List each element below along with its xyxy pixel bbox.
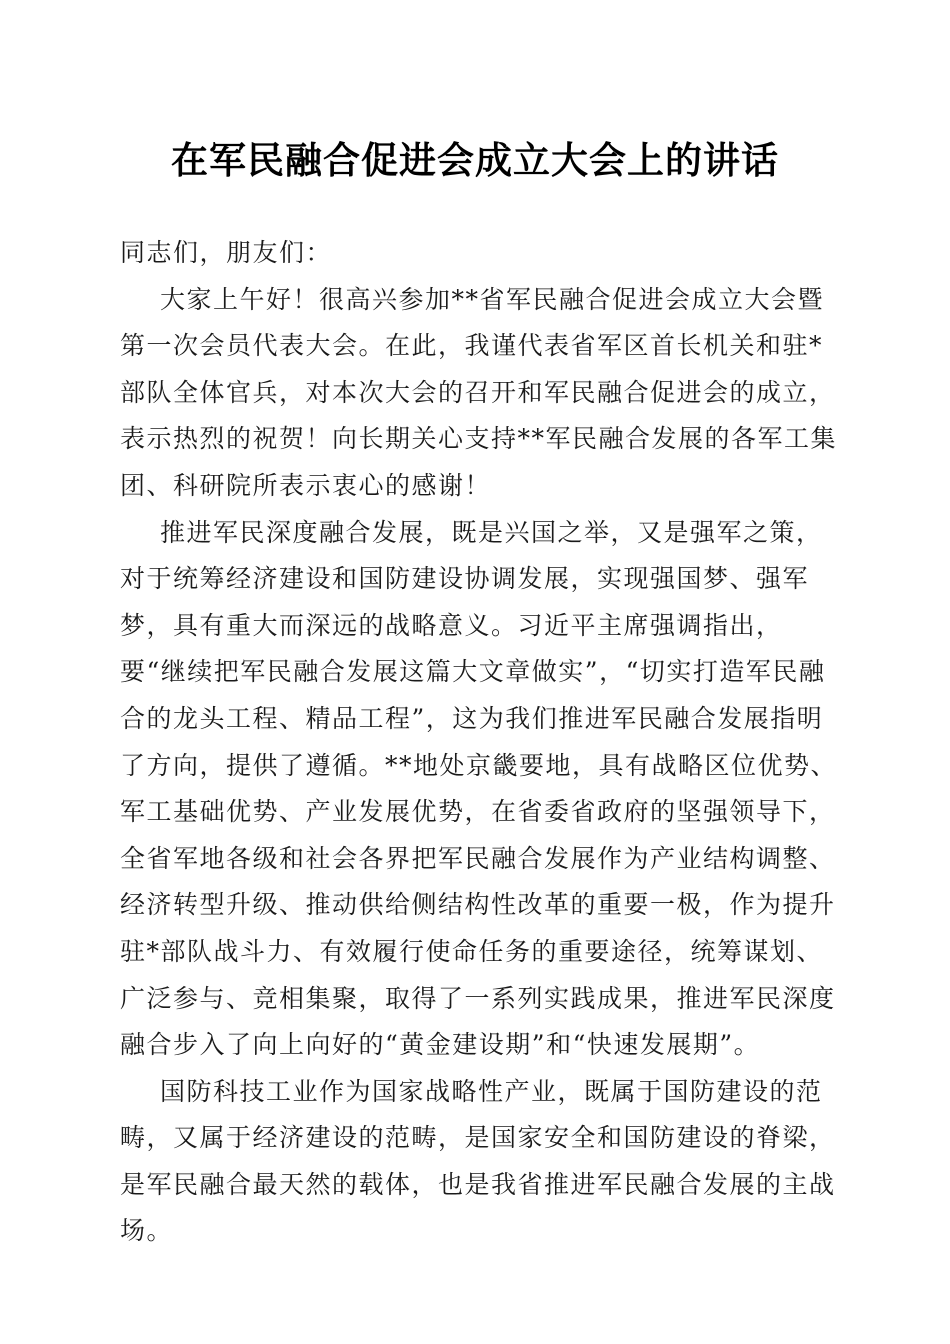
- document-body: [120, 230, 840, 1255]
- greeting: 同志们，朋友们：: [120, 238, 333, 267]
- paragraph-1: 大家上午好！很高兴参加**省军民融合促进会成立大会暨第一次会员代表大会。在此，我谨代表省军区首长机关和驻*部队全体官兵，对本次大会的召开和军民融合促进会的成立，表示热烈的祝贺！向长期关心支持**军民融合发展的各军工集团、科研院所表示衷心的感谢！: [120, 284, 838, 500]
- paragraph-3: 国防科技工业作为国家战略性产业，既属于国防建设的范畴，又属于经济建设的范畴，是国家安全和国防建设的脊梁，是军民融合最天然的载体，也是我省推进军民融合发展的主战场。: [120, 1076, 836, 1246]
- document-title: 在军民融合促进会成立大会上的讲话: [171, 138, 779, 182]
- paragraph-2: 推进军民深度融合发展，既是兴国之举，又是强军之策，对于统筹经济建设和国防建设协调发展，实现强国梦、强军梦，具有重大而深远的战略意义。习近平主席强调指出，要“继续把军民融合发展这篇大文章做实”，“切实打造军民融合的龙头工程、精品工程”，这为我们推进军民融合发展指明了方向，提供了遵循。**地处京畿要地，具有战略区位优势、军工基础优势、产业发展优势，在省委省政府的坚强领导下，全省军地各级和社会各界把军民融合发展作为产业结构调整、经济转型升级、推动供给侧结构性改革的重要一极，作为提升驻*部队战斗力、有效履行使命任务的重要途径，统筹谋划、广泛参与、竞相集聚，取得了一系列实践成果，推进军民深度融合步入了向上向好的“黄金建设期”和“快速发展期”。: [120, 517, 838, 1060]
